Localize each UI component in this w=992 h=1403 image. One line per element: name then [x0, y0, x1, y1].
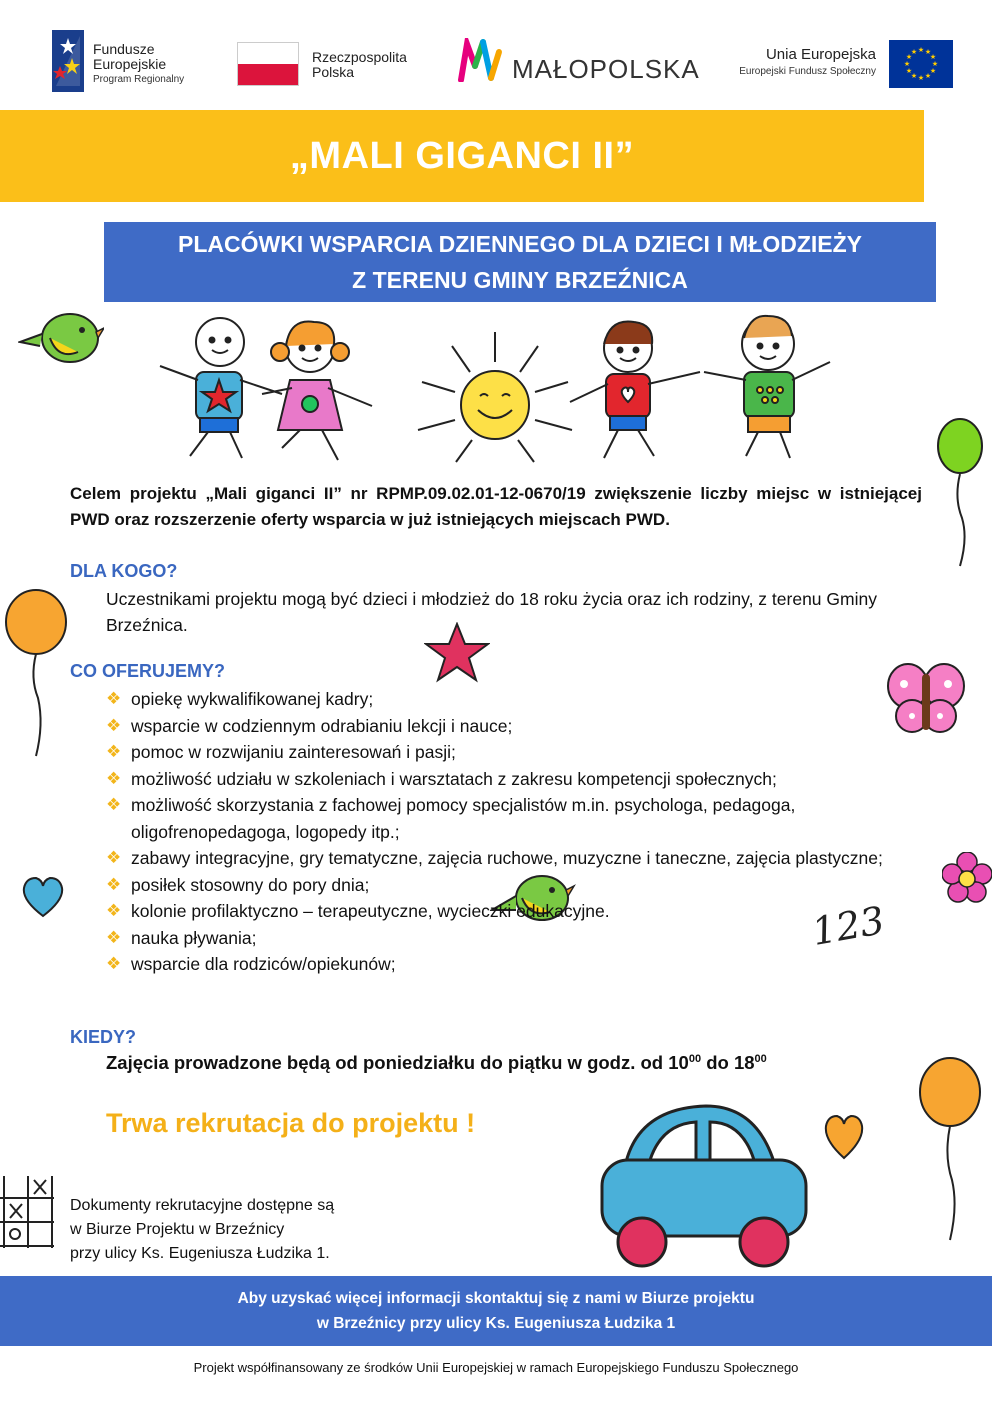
- orange-balloon-right-icon: [918, 1056, 984, 1242]
- footer-line1: Aby uzyskać więcej informacji skontaktuj się z nami w Biurze projektu: [237, 1290, 755, 1307]
- unia-europejska-text: [720, 46, 876, 77]
- sun-icon: [418, 332, 572, 462]
- docs-line1: Dokumenty rekrutacyjne dostępne są: [70, 1197, 335, 1214]
- boy-green-shirt-icon: [704, 316, 830, 458]
- when-text-start: Zajęcia prowadzone będą od poniedziałku do piątku w godz. od 10: [106, 1052, 689, 1073]
- diamond-bullet-icon: ❖: [106, 715, 122, 735]
- svg-text:★: ★: [905, 67, 913, 75]
- diamond-bullet-icon: ❖: [106, 848, 122, 867]
- offer-item: [106, 766, 886, 793]
- offer-item-text: pomoc w rozwijaniu zainteresowań i pasji;: [131, 742, 456, 762]
- diamond-bullet-icon: ❖: [106, 954, 122, 973]
- svg-text:★: ★: [924, 72, 932, 80]
- green-bird-icon: [18, 304, 104, 368]
- eu-flag-icon: [889, 40, 953, 88]
- boy-kid-icon: [160, 318, 282, 458]
- offer-item-text: wsparcie w codziennym odrabianiu lekcji i nauce;: [131, 715, 513, 736]
- diamond-bullet-icon: ❖: [106, 927, 122, 947]
- rp-line1: Rzeczpospolita: [312, 49, 407, 65]
- docs-line2: w Biurze Projektu w Brzeźnicy: [70, 1221, 285, 1238]
- diamond-bullet-icon: ❖: [106, 742, 122, 761]
- svg-text:★: ★: [910, 72, 918, 80]
- offer-item-text: nauka pływania;: [131, 927, 257, 948]
- boy-red-shirt-icon: [570, 321, 700, 458]
- svg-text:★: ★: [929, 67, 937, 75]
- diamond-bullet-icon: ❖: [106, 768, 122, 788]
- offer-item: [106, 713, 886, 740]
- offer-item-text: wsparcie dla rodziców/opiekunów;: [131, 954, 396, 974]
- cofinancing-note: Projekt współfinansowany ze środków Unii Europejskiej w ramach Europejskiego Funduszu Społecznego: [193, 1360, 799, 1375]
- blue-car-icon: [596, 1098, 810, 1272]
- offer-item: [106, 925, 886, 952]
- documents-info: [70, 1194, 334, 1266]
- svg-text:★: ★: [910, 48, 918, 56]
- offer-item-text: posiłek stosowny do pory dnia;: [131, 874, 370, 895]
- contact-footer: [0, 1276, 992, 1346]
- offer-item-text: możliwość udziału w szkoleniach i warsztatach z zakresu kompetencji społecznych;: [131, 768, 777, 789]
- ue-line1: Unia Europejska: [765, 46, 876, 63]
- docs-line3: przy ulicy Ks. Eugeniusza Łudzika 1.: [70, 1245, 330, 1262]
- girl-kid-icon: [262, 322, 372, 461]
- tic-tac-toe-icon: [0, 1174, 56, 1250]
- subtitle-line2: Z TERENU GMINY BRZEŹNICA: [352, 267, 688, 293]
- blue-heart-icon: [20, 874, 66, 920]
- recruitment-banner: Trwa rekrutacja do projektu !: [106, 1108, 476, 1138]
- orange-heart-icon: [822, 1112, 866, 1162]
- ue-line2: Europejski Fundusz Społeczny: [739, 66, 876, 77]
- svg-text:★: ★: [903, 60, 911, 68]
- offer-item: [106, 792, 886, 845]
- when-sup-start: 00: [688, 1052, 702, 1065]
- svg-text:★: ★: [917, 46, 925, 54]
- svg-text:★: ★: [905, 53, 913, 61]
- diamond-bullet-icon: ❖: [106, 901, 122, 920]
- malopolska-text: MAŁOPOLSKA: [512, 54, 700, 84]
- offer-list: [106, 686, 886, 978]
- title-band: [0, 110, 924, 202]
- offer-item-text: możliwość skorzystania z fachowej pomocy specjalistów m.in. psychologa, pedagoga, oligofrenopedagoga, logopedy itp.;: [131, 795, 796, 842]
- diamond-bullet-icon: ❖: [106, 874, 122, 894]
- polish-flag-icon: [237, 42, 299, 86]
- rzeczpospolita-text: [312, 50, 407, 80]
- fe-line2: Europejskie: [93, 56, 167, 72]
- when-heading: KIEDY?: [70, 1027, 137, 1047]
- when-text: [106, 1052, 767, 1074]
- fundusze-europejskie-logo-icon: [52, 30, 84, 92]
- offer-heading: CO OFERUJEMY?: [70, 661, 226, 681]
- offer-item: [106, 898, 886, 925]
- diamond-bullet-icon: ❖: [106, 689, 122, 708]
- offer-item: [106, 845, 886, 872]
- kids-sun-illustration: [150, 310, 840, 470]
- subtitle-line1: PLACÓWKI WSPARCIA DZIENNEGO DLA DZIECI I MŁODZIEŻY: [177, 231, 862, 257]
- offer-item: [106, 951, 886, 978]
- svg-text:★: ★: [917, 74, 925, 82]
- for-whom-heading: DLA KOGO?: [70, 561, 178, 581]
- offer-item-text: zabawy integracyjne, gry tematyczne, zajęcia ruchowe, muzyczne i taneczne, zajęcia plastyczne;: [131, 848, 883, 868]
- offer-item: [106, 686, 886, 713]
- doodle-numbers: 123: [808, 898, 888, 954]
- green-balloon-icon: [934, 418, 986, 568]
- for-whom-text: Uczestnikami projektu mogą być dzieci i młodzież do 18 roku życia oraz ich rodziny, z terenu Gminy Brzeźnica.: [106, 589, 877, 635]
- svg-text:★: ★: [931, 60, 939, 68]
- offer-item-text: kolonie profilaktyczno – terapeutyczne, wycieczki edukacyjne.: [131, 901, 610, 921]
- page-title: „MALI GIGANCI II”: [289, 134, 635, 177]
- logo-bar: [0, 0, 992, 108]
- pink-flower-icon: [942, 852, 992, 908]
- fe-line3: Program Regionalny: [93, 74, 185, 85]
- malopolska-logo-icon: [457, 38, 503, 82]
- when-text-mid: do 18: [701, 1052, 755, 1073]
- fundusze-europejskie-text: [93, 42, 184, 87]
- offer-item: [106, 872, 886, 899]
- svg-text:★: ★: [929, 53, 937, 61]
- subtitle-band: [104, 222, 936, 302]
- butterfly-icon: [884, 656, 968, 736]
- rp-line2: Polska: [312, 64, 355, 80]
- svg-text:★: ★: [924, 48, 932, 56]
- footer-line2: w Brzeźnicy przy ulicy Ks. Eugeniusza Łudzika 1: [316, 1315, 676, 1332]
- orange-balloon-left-icon: [2, 588, 72, 758]
- fe-line1: Fundusze: [93, 41, 155, 57]
- when-sup-end: 00: [754, 1052, 767, 1065]
- offer-item-text: opiekę wykwalifikowanej kadry;: [131, 689, 374, 709]
- diamond-bullet-icon: ❖: [106, 795, 122, 814]
- offer-item: [106, 739, 886, 766]
- project-goal: Celem projektu „Mali giganci II” nr RPMP.09.02.01-12-0670/19 zwiększenie liczby miejsc w istniejącej PWD oraz rozszerzenie oferty wsparcia w już istniejących miejscach PWD.: [70, 484, 922, 529]
